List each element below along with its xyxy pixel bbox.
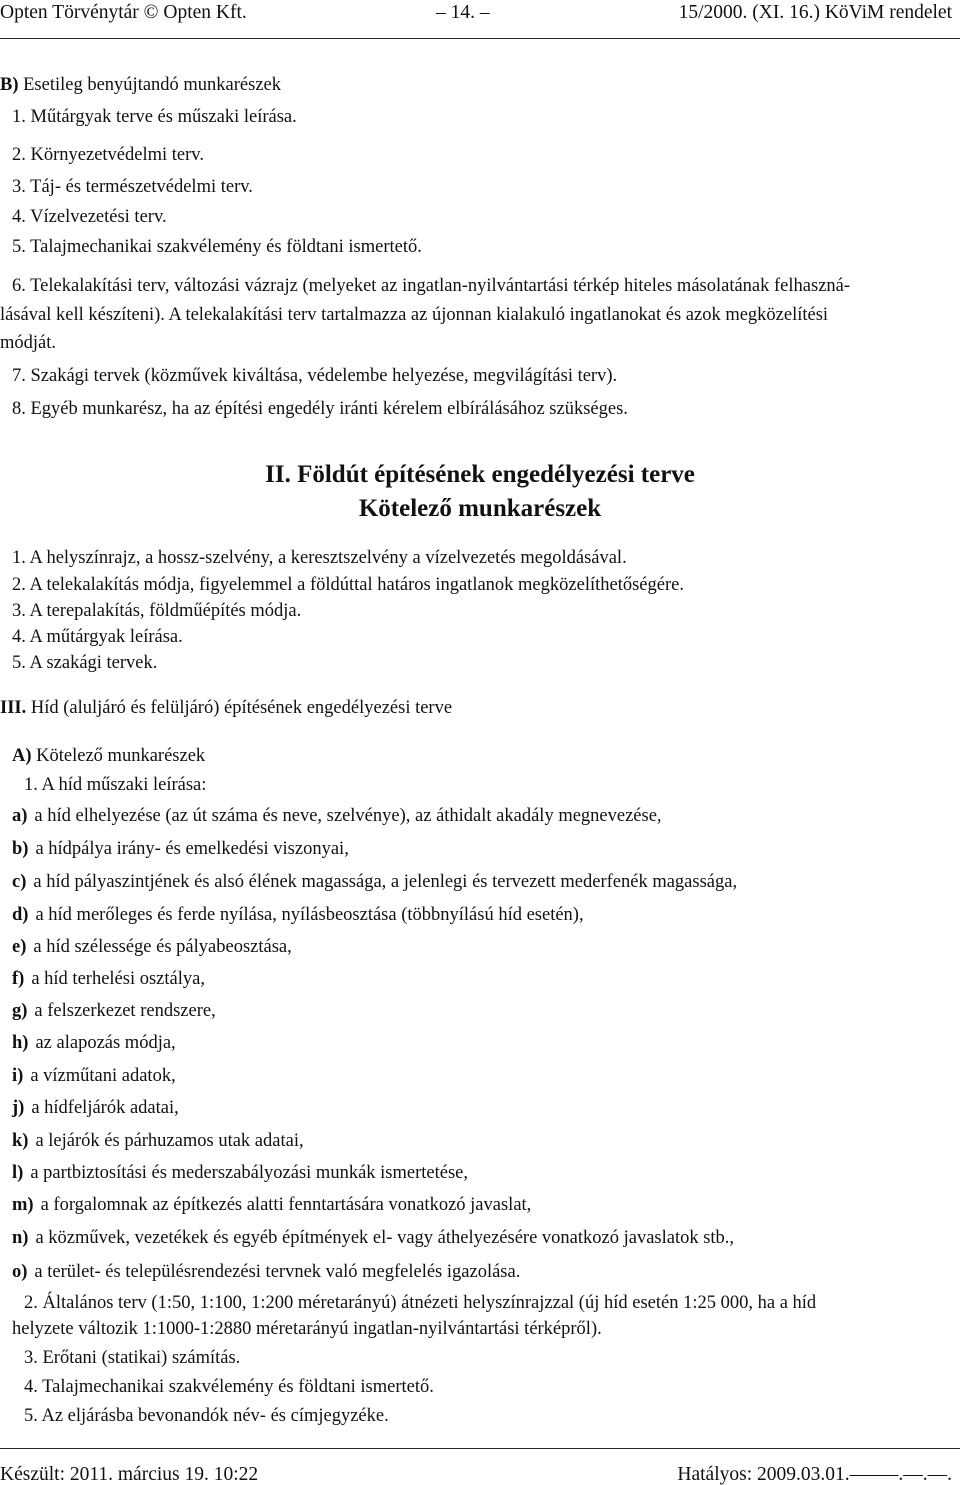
subitem-letter: a): [12, 806, 28, 826]
list-item: 5. Az eljárásba bevonandók név- és címjegyzéke.: [24, 1406, 389, 1426]
list-item: 1. A híd műszaki leírása:: [24, 775, 207, 795]
subitem-letter: b): [12, 839, 29, 859]
subitem-text: a híd pályaszintjének és alsó élének magassága, a jelenlegi és tervezett mederfenék magassága,: [33, 872, 738, 892]
list-item: helyzete változik 1:1000-1:2880 méretarányú ingatlan-nyilvántartási térképről).: [12, 1319, 602, 1339]
subitem: [12, 807, 662, 826]
subitem-letter: g): [12, 1001, 28, 1021]
subitem-text: a partbiztosítási és mederszabályozási munkák ismertetése,: [30, 1163, 468, 1183]
subitem-letter: f): [12, 969, 25, 989]
list-item: 2. Általános terv (1:50, 1:100, 1:200 méretarányú) átnézeti helyszínrajzzal (új híd esetén 1:25 000, ha a híd: [24, 1293, 817, 1313]
subitem: [12, 1002, 216, 1021]
subitem: [12, 970, 205, 989]
list-item: 1. A helyszínrajz, a hossz-szelvény, a keresztszelvény a vízelvezetés megoldásával.: [12, 548, 627, 568]
section-iii-heading: III. Híd (aluljáró és felüljáró) építésének engedélyezési terve: [0, 698, 453, 718]
subitem-text: a híd elhelyezése (az út száma és neve, szelvénye), az áthidalt akadály megnevezése,: [34, 806, 662, 826]
subitem: [12, 1067, 176, 1086]
footer-rule: [0, 1448, 960, 1449]
footer-effective: Hatályos: 2009.03.01.–––––.––.––.: [677, 1464, 952, 1485]
section-ii-subtitle: Kötelező munkarészek: [358, 495, 602, 522]
subitem-text: a felszerkezet rendszere,: [34, 1001, 216, 1021]
list-item: 6. Telekalakítási terv, változási vázrajz (melyeket az ingatlan-nyilvántartási térkép hiteles másolatának felhaszná-: [12, 276, 851, 296]
list-item: 4. Vízelvezetési terv.: [12, 207, 167, 227]
subitem-text: a lejárók és párhuzamos utak adatai,: [35, 1131, 304, 1151]
subitem-letter: k): [12, 1131, 29, 1151]
subitem: [12, 1263, 520, 1282]
subitem: [12, 1164, 468, 1183]
list-item: 2. Környezetvédelmi terv.: [12, 145, 204, 165]
list-item: 3. A terepalakítás, földműépítés módja.: [12, 601, 302, 621]
list-item: lásával kell készíteni). A telekalakítási terv tartalmazza az újonnan kialakuló ingatlanokat és azok megközelítési: [0, 305, 829, 325]
subitem: [12, 1034, 176, 1053]
subitem-text: a forgalomnak az építkezés alatti fenntartására vonatkozó javaslat,: [40, 1195, 532, 1215]
subitem-letter: c): [12, 872, 27, 892]
footer-created: Készült: 2011. március 19. 10:22: [0, 1464, 259, 1485]
list-item: 4. A műtárgyak leírása.: [12, 627, 183, 647]
header-publisher: Opten Törvénytár © Opten Kft.: [0, 2, 247, 23]
list-item: 3. Erőtani (statikai) számítás.: [24, 1348, 241, 1368]
subitem-text: a híd merőleges és ferde nyílása, nyílásbeosztása (többnyílású híd esetén),: [35, 905, 584, 925]
list-item: 5. Talajmechanikai szakvélemény és földtani ismertető.: [12, 237, 422, 257]
subitem-letter: o): [12, 1262, 28, 1282]
list-item: 2. A telekalakítás módja, figyelemmel a földúttal határos ingatlanok megközelíthetőségére.: [12, 575, 684, 595]
subitem-letter: n): [12, 1228, 29, 1248]
subitem: [12, 840, 349, 859]
header-page-number: – 14. –: [436, 2, 490, 23]
list-item: 3. Táj- és természetvédelmi terv.: [12, 177, 253, 197]
list-item: 4. Talajmechanikai szakvélemény és földtani ismertető.: [24, 1377, 434, 1397]
section-ii-title: II. Földút építésének engedélyezési terve: [265, 461, 695, 488]
subitem-letter: d): [12, 905, 29, 925]
page-header: [0, 0, 960, 44]
subitem-letter: e): [12, 937, 27, 957]
page-footer: [0, 1448, 960, 1484]
subitem: [12, 873, 737, 892]
subitem: [12, 1196, 531, 1215]
subitem-text: a terület- és településrendezési tervnek való megfelelés igazolása.: [34, 1262, 521, 1282]
subitem-text: a közművek, vezetékek és egyéb építmények el- vagy áthelyezésére vonatkozó javaslatok stb.,: [35, 1228, 735, 1248]
subitem-text: a hídfeljárók adatai,: [31, 1098, 179, 1118]
list-item: 1. Műtárgyak terve és műszaki leírása.: [12, 107, 297, 127]
section-iii-sub-a: A) Kötelező munkarészek: [12, 746, 206, 766]
list-item: 8. Egyéb munkarész, ha az építési engedély iránti kérelem elbírálásához szükséges.: [12, 399, 628, 419]
subitem: [12, 1099, 179, 1118]
list-item: 7. Szakági tervek (közművek kiváltása, védelembe helyezése, megvilágítási terv).: [12, 366, 618, 386]
subitem-letter: i): [12, 1066, 24, 1086]
header-rule: [0, 38, 960, 39]
subitem-letter: j): [12, 1098, 25, 1118]
subitem: [12, 1229, 734, 1248]
subitem-text: a vízműtani adatok,: [30, 1066, 176, 1086]
subitem-text: a híd szélessége és pályabeosztása,: [33, 937, 292, 957]
subitem: [12, 906, 584, 925]
list-item: módját.: [0, 333, 57, 353]
subitem-text: a híd terhelési osztálya,: [31, 969, 205, 989]
subitem-letter: l): [12, 1163, 24, 1183]
subitem-letter: h): [12, 1033, 29, 1053]
header-regulation: 15/2000. (XI. 16.) KöViM rendelet: [678, 2, 952, 23]
subitem: [12, 1132, 304, 1151]
subitem-text: az alapozás módja,: [35, 1033, 176, 1053]
list-item: 5. A szakági tervek.: [12, 653, 158, 673]
subitem: [12, 938, 292, 957]
subitem-letter: m): [12, 1195, 34, 1215]
section-b-heading: B) Esetileg benyújtandó munkarészek: [0, 75, 282, 95]
subitem-text: a hídpálya irány- és emelkedési viszonyai,: [35, 839, 349, 859]
